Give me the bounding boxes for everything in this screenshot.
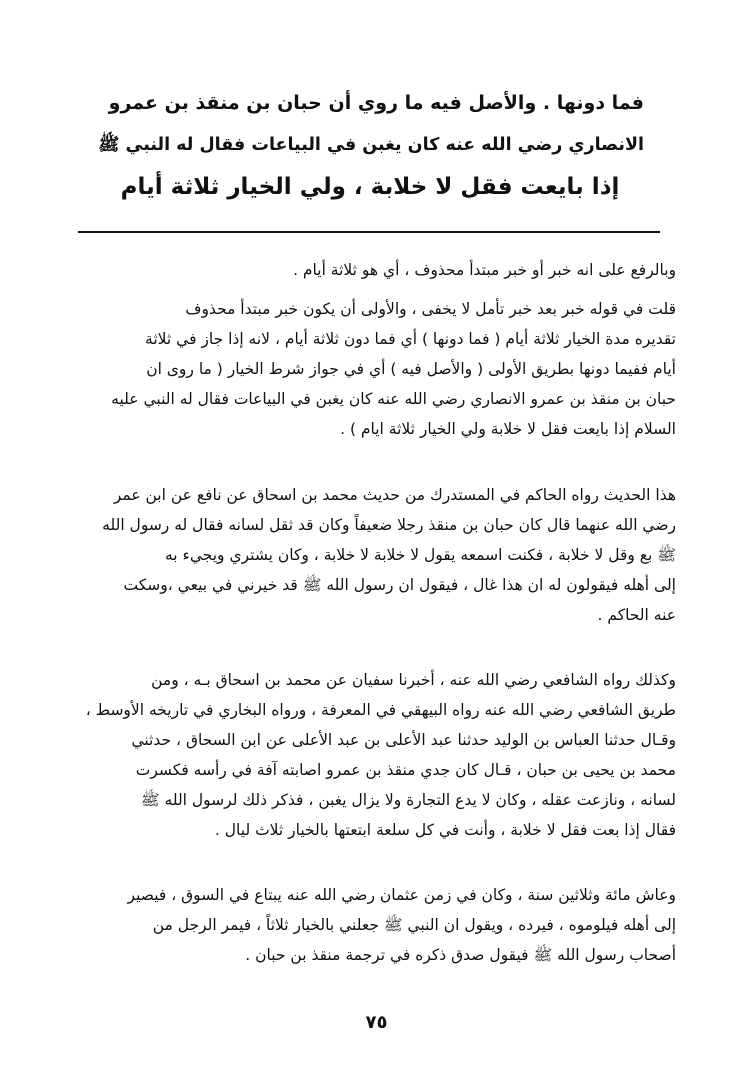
commentary-line: وكذلك رواه الشافعي رضي الله عنه ، أخبرنا سفيان عن محمد بن اسحاق بـه ، ومن xyxy=(151,671,676,689)
commentary-line: لسانه ، ونازعت عقله ، وكان لا يدع التجارة ولا يزال يغبن ، فذكر ذلك لرسول الله ﷺ xyxy=(140,791,676,809)
commentary-paragraph-5 xyxy=(70,880,676,970)
page-number: ٧٥ xyxy=(365,1012,388,1033)
commentary-line: وعاش مائة وثلاثين سنة ، وكان في زمن عثمان رضي الله عنه يبتاع في السوق ، فيصير xyxy=(127,886,676,904)
commentary-paragraph-4 xyxy=(70,665,676,845)
commentary-line: عنه الحاكم . xyxy=(597,606,676,624)
commentary-line: وقـال حدثنا العباس بن الوليد حدثنا عبد الأعلى بن عبد الأعلى عن ابن السحاق ، حدثني xyxy=(131,731,676,749)
matn-line: الانصاري رضي الله عنه كان يغبن في البياعات فقال له النبي ﷺ xyxy=(98,135,644,155)
commentary-line: وبالرفع على انه خبر أو خبر مبتدأ محذوف ، أي هو ثلاثة أيام . xyxy=(293,261,676,279)
commentary-line: إلى أهله فيلوموه ، فيرده ، ويقول ان النبي ﷺ جعلني بالخيار ثلاثاً ، فيمر الرجل من xyxy=(152,916,676,934)
commentary-line: أيام ففيما دونها بطريق الأولى ( والأصل فيه ) أي في جواز شرط الخيار ( ما روى ان xyxy=(146,360,676,378)
commentary-line: ﷺ بع وقل لا خلابة ، فكنت اسمعه يقول لا خلابة لا خلابة ، وكان يشتري ويجيء به xyxy=(164,546,676,564)
commentary-line: السلام إذا بايعت فقل لا خلابة ولي الخيار ثلاثة ايام ) . xyxy=(340,420,676,438)
commentary-line: هذا الحديث رواه الحاكم في المستدرك من حديث محمد بن اسحاق عن نافع عن ابن عمر xyxy=(113,486,676,504)
commentary-paragraph-1 xyxy=(70,255,676,285)
commentary-paragraph-3 xyxy=(70,480,676,630)
commentary-line: رضي الله عنهما قال كان حبان بن منقذ رجلا ضعيفاً وكان قد ثقل لسانه فقال له رسول الله xyxy=(102,516,676,534)
main-text-matn xyxy=(96,82,644,208)
commentary-line: أصحاب رسول الله ﷺ فيقول صدق ذكره في ترجمة منقذ بن حبان . xyxy=(245,946,676,964)
commentary-line: تقديره مدة الخيار ثلاثة أيام ( فما دونها ) أي فما دون ثلاثة أيام ، لانه إذا جاز في ثلاثة xyxy=(145,330,676,348)
commentary-paragraph-2 xyxy=(70,294,676,444)
separator-rule xyxy=(78,231,660,233)
commentary-line: إلى أهله فيقولون له ان هذا غال ، فيقول ان رسول الله ﷺ قد خيرني في بيعي ،وسكت xyxy=(123,576,676,594)
commentary-line: طريق الشافعي رضي الله عنه رواه البيهقي في المعرفة ، ورواه البخاري في تاريخه الأوسط ، xyxy=(85,701,676,719)
matn-line: فما دونها . والأصل فيه ما روي أن حبان بن منقذ بن عمرو xyxy=(108,92,644,114)
commentary-line: حبان بن منقذ بن عمرو الانصاري رضي الله عنه كان يغبن في البياعات فقال له النبي عليه xyxy=(111,390,676,408)
matn-line: إذا بايعت فقل لا خلابة ، ولي الخيار ثلاثة أيام xyxy=(120,174,620,200)
commentary-line: فقال إذا بعت فقل لا خلابة ، وأنت في كل سلعة ابتعتها بالخيار ثلاث ليال . xyxy=(214,821,676,839)
commentary-line: محمد بن يحيى بن حبان ، قـال كان جدي منقذ بن عمرو اصابته آفة في رأسه فكسرت xyxy=(135,761,676,779)
commentary-line: قلت في قوله خبر بعد خبر تأمل لا يخفى ، والأولى أن يكون خبر مبتدأ محذوف xyxy=(185,300,676,318)
